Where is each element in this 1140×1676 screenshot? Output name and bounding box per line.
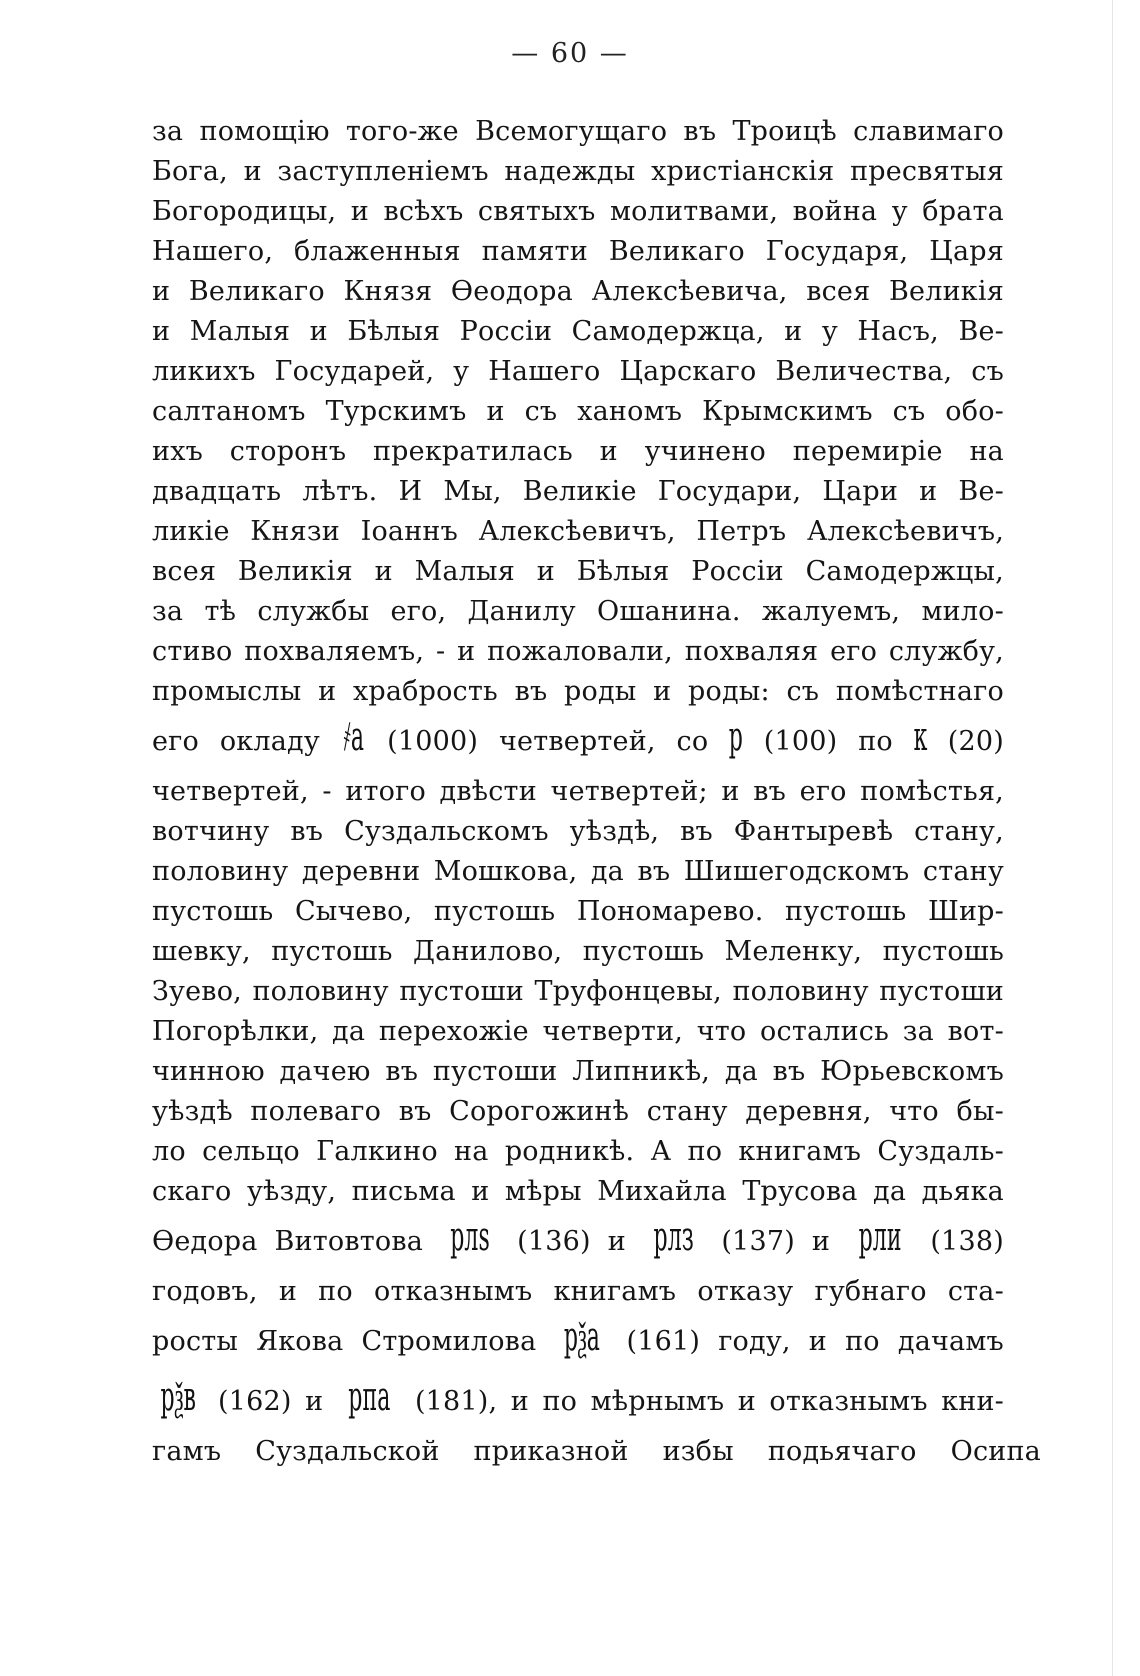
text-line (152, 352, 1004, 392)
word: отказнымъ (373, 1276, 533, 1307)
word: сельцо (202, 1136, 300, 1167)
word: по (542, 1386, 578, 1417)
word: помощію (199, 116, 330, 147)
word: четвертей; (550, 776, 708, 807)
word: мило- (921, 596, 1004, 627)
word: въ (290, 816, 324, 847)
word: (136) (517, 1226, 591, 1257)
text-line (152, 552, 1004, 592)
word: по (687, 1136, 723, 1167)
cyrillic-numeral: к (913, 714, 928, 760)
word: росты (152, 1326, 239, 1357)
word: помѣстья, (860, 776, 1004, 807)
word: чинною (152, 1056, 265, 1087)
word: А (650, 1136, 672, 1167)
word: славимаго (853, 116, 1004, 147)
word: Пономарево. (576, 896, 764, 927)
word: пустошь (582, 936, 705, 967)
word: съ (786, 676, 820, 707)
word: (138) (930, 1226, 1004, 1257)
word: по (858, 726, 893, 757)
word: и (811, 1226, 831, 1257)
word: Величества, (775, 356, 953, 387)
word: и (721, 776, 740, 807)
word: и (457, 636, 476, 667)
word: Данилу (467, 596, 576, 627)
word: роды: (688, 676, 770, 707)
cyrillic-numeral: ҂а (343, 714, 364, 760)
word: промыслы (152, 676, 302, 707)
word: Алексѣевичъ, (806, 516, 1004, 547)
word: въ (385, 1056, 419, 1087)
cyrillic-numeral: рли (858, 1214, 902, 1260)
word: Мы, (443, 476, 502, 507)
word: по (318, 1276, 353, 1307)
word: да (873, 1176, 907, 1207)
word: блаженныя (294, 236, 461, 267)
word: что (889, 1096, 939, 1127)
word: обо- (945, 396, 1004, 427)
word: кни- (941, 1386, 1004, 1417)
word: и (318, 676, 337, 707)
text-line (152, 1272, 1004, 1312)
word: и (653, 676, 672, 707)
word: - (322, 776, 332, 807)
word: (100) (763, 726, 838, 757)
word: Суздальской (255, 1436, 440, 1467)
word: и (607, 1226, 626, 1257)
word: скаго (152, 1176, 232, 1207)
body-text (152, 112, 1041, 1472)
word: и (278, 1276, 298, 1307)
text-line (152, 1372, 1004, 1432)
word: половину (252, 976, 389, 1007)
word: родникѣ. (504, 1136, 635, 1167)
text-line (152, 312, 1004, 352)
text-line (152, 1012, 1004, 1052)
word: Михайла (597, 1176, 727, 1207)
word: письма (351, 1176, 456, 1207)
word: пустоши (879, 976, 1004, 1007)
word: гамъ (152, 1436, 222, 1467)
word: отказу (697, 1276, 794, 1307)
word: всея (806, 276, 871, 307)
text-line (152, 392, 1004, 432)
word: бы- (956, 1096, 1004, 1127)
word: Нашего (488, 356, 601, 387)
word: ханомъ (577, 396, 683, 427)
word: Насъ, (857, 316, 939, 347)
text-line (152, 232, 1004, 272)
text-line (152, 272, 1004, 312)
word: Ѳеодора (450, 276, 573, 307)
word: на (969, 436, 1004, 467)
word: прекратилась (372, 436, 573, 467)
word: и (243, 156, 262, 187)
word: молитвами, (609, 196, 779, 227)
word: пресвятыя (850, 156, 1004, 187)
word: пустошь (271, 936, 393, 967)
word: и (305, 1386, 324, 1417)
word: Государя, (765, 236, 909, 267)
word: ло (152, 1136, 186, 1167)
word: Меленку, (724, 936, 863, 967)
word: въ (683, 116, 717, 147)
word: четвертей, (152, 776, 309, 807)
word: Сычево, (294, 896, 413, 927)
word: Ѳедора (152, 1226, 258, 1257)
word: и (784, 316, 803, 347)
word: (181), (414, 1386, 498, 1417)
word: (1000) (387, 726, 479, 757)
word: половину (732, 976, 869, 1007)
word: перемиріе (792, 436, 943, 467)
text-line (152, 592, 1004, 632)
word: брата (922, 196, 1004, 227)
word: и (510, 1386, 529, 1417)
word: съ (524, 396, 558, 427)
word: у (453, 356, 470, 387)
word: Якова (256, 1326, 344, 1357)
word: и (152, 316, 171, 347)
word: въ (514, 676, 548, 707)
word: да (724, 1056, 758, 1087)
text-line (152, 152, 1004, 192)
text-line (152, 772, 1004, 812)
cyrillic-numeral: рѯв (160, 1374, 197, 1420)
word: (137) (721, 1226, 795, 1257)
word: да (332, 1016, 366, 1047)
word: на (454, 1136, 489, 1167)
cyrillic-numeral: рпа (348, 1374, 391, 1420)
word: Великія (237, 556, 353, 587)
text-line (152, 432, 1004, 472)
word: въ (772, 1056, 806, 1087)
word: Данилово, (413, 936, 563, 967)
word: Князя (343, 276, 433, 307)
word: книгамъ (553, 1276, 677, 1307)
word: Турскимъ (325, 396, 467, 427)
word: у (891, 196, 908, 227)
word: службу, (888, 636, 1004, 667)
word: службы (257, 596, 370, 627)
word: въ (680, 816, 713, 847)
word: пустошь (433, 896, 556, 927)
word: Великаго (188, 276, 325, 307)
text-line (152, 1132, 1004, 1172)
word: году, (718, 1326, 791, 1357)
word: дьяка (921, 1176, 1004, 1207)
word: и (599, 436, 618, 467)
word: Трусова (742, 1176, 858, 1207)
text-line (152, 932, 1004, 972)
word: подьячаго (767, 1436, 917, 1467)
word: итого (345, 776, 426, 807)
word: избы (662, 1436, 734, 1467)
word: Цари (822, 476, 899, 507)
word: вот- (947, 1016, 1004, 1047)
word: окладу (219, 726, 320, 757)
word: пустошь (882, 936, 1004, 967)
text-line (152, 712, 1004, 772)
text-line (152, 192, 1004, 232)
word: Ве- (958, 316, 1004, 347)
word: шевку, (152, 936, 251, 967)
text-line (152, 1312, 1004, 1372)
word: съ (892, 396, 926, 427)
word: двадцать (152, 476, 282, 507)
word: Суздаль- (877, 1136, 1004, 1167)
word: помѣстнаго (835, 676, 1004, 707)
word: стану (922, 856, 1004, 887)
word: полеваго (250, 1096, 382, 1127)
word: Государи, (657, 476, 802, 507)
word: пустоши (399, 976, 525, 1007)
word: и (486, 396, 505, 427)
word: Стромилова (361, 1326, 537, 1357)
cyrillic-numeral: р (728, 714, 744, 760)
word: въ (637, 856, 671, 887)
cyrillic-numeral: рѯа (563, 1314, 600, 1360)
word: пустошь (152, 896, 274, 927)
word: Труфонцевы, (534, 976, 722, 1007)
word: (162) (218, 1386, 292, 1417)
word: Бѣлыя (576, 556, 670, 587)
word: и (309, 316, 328, 347)
word: уѣздѣ (152, 1096, 233, 1127)
word: съ (971, 356, 1004, 387)
word: Петръ (696, 516, 787, 547)
word: Мошкова, (433, 856, 578, 887)
word: Всемогущаго (475, 116, 668, 147)
word: Витовтова (274, 1226, 424, 1257)
word: половину (152, 856, 289, 887)
cyrillic-numeral: рлз (653, 1214, 694, 1260)
word: деревни (301, 856, 421, 887)
word: остались (760, 1016, 890, 1047)
word: стиво (152, 636, 233, 667)
text-line (152, 1432, 1041, 1472)
word: Сорогожинѣ (449, 1096, 630, 1127)
word: Липникѣ, (572, 1056, 711, 1087)
word: Ве- (958, 476, 1004, 507)
word: Суздальскомъ (344, 816, 549, 847)
text-line (152, 632, 1004, 672)
text-line (152, 852, 1004, 892)
word: что (696, 1016, 747, 1047)
word: въ (753, 776, 787, 807)
word: стану (646, 1096, 728, 1127)
word: и (919, 476, 938, 507)
word: уѣзду, (246, 1176, 337, 1207)
word: похваляя (684, 636, 819, 667)
word: Государей, (274, 356, 435, 387)
word: того-же (345, 116, 459, 147)
word: война (792, 196, 878, 227)
word: Богородицы, (152, 196, 337, 227)
word: Алексѣевичъ, (478, 516, 676, 547)
text-line (152, 112, 1004, 152)
word: всѣхъ (383, 196, 464, 227)
word: Алексѣевича, (591, 276, 788, 307)
word: христіанскія (651, 156, 835, 187)
text-line (152, 972, 1004, 1012)
word: салтаномъ (152, 396, 306, 427)
word: дачамъ (897, 1326, 1004, 1357)
word: - (435, 636, 446, 667)
word: за (902, 1016, 934, 1047)
word: Ошанина. (597, 596, 741, 627)
word: Царскаго (619, 356, 757, 387)
scan-edge-line (1112, 0, 1113, 1676)
word: книгамъ (738, 1136, 862, 1167)
word: его (830, 636, 878, 667)
word: по (845, 1326, 880, 1357)
word: Великія (889, 276, 1004, 307)
word: сторонъ (229, 436, 347, 467)
word: и (536, 556, 555, 587)
word: вотчину (152, 816, 270, 847)
word: роды (564, 676, 637, 707)
word: Іоаннъ (360, 516, 458, 547)
word: И (398, 476, 423, 507)
word: святыхъ (477, 196, 596, 227)
word: ликіе (152, 516, 230, 547)
word: Зуево, (152, 976, 242, 1007)
word: уѣздѣ, (569, 816, 660, 847)
word: Россіи (691, 556, 784, 587)
word: пустоши (432, 1056, 558, 1087)
word: четвертей, (498, 726, 656, 757)
word: его, (390, 596, 447, 627)
word: да (590, 856, 624, 887)
word: дачею (279, 1056, 371, 1087)
word: памяти (481, 236, 588, 267)
word: Царя (929, 236, 1004, 267)
word: надежды (504, 156, 636, 187)
text-line (152, 1172, 1004, 1212)
word: Галкино (316, 1136, 438, 1167)
word: Троицѣ (732, 116, 837, 147)
word: и (737, 1386, 756, 1417)
cyrillic-numeral: рлѕ (450, 1214, 490, 1260)
text-line (152, 812, 1004, 852)
word: всея (152, 556, 217, 587)
word: похваляемъ, (244, 636, 425, 667)
word: Князи (250, 516, 340, 547)
word: Юрьевскомъ (820, 1056, 1004, 1087)
text-line (152, 1092, 1004, 1132)
page-number: — 60 — (511, 38, 629, 69)
word: Бога, (152, 156, 228, 187)
word: Самодержца, (571, 316, 765, 347)
word: учинено (644, 436, 766, 467)
word: пустошь (785, 896, 907, 927)
word: храбрость (352, 676, 498, 707)
text-line (152, 672, 1004, 712)
word: Фантыревѣ (733, 816, 894, 847)
word: его (799, 776, 847, 807)
word: за (152, 596, 184, 627)
word: (20) (947, 726, 1004, 757)
word: Погорѣлки, (152, 1016, 319, 1047)
word: Великаго (608, 236, 745, 267)
word: въ (398, 1096, 432, 1127)
word: пожаловали, (487, 636, 673, 667)
word: жалуемъ, (761, 596, 901, 627)
word: Шишегодскомъ (683, 856, 910, 887)
word: двѣсти (439, 776, 537, 807)
word: ихъ (152, 436, 204, 467)
text-line (152, 512, 1004, 552)
word: и (350, 196, 369, 227)
word: годовъ, (152, 1276, 258, 1307)
word: и (374, 556, 393, 587)
word: Малыя (414, 556, 515, 587)
word: губнаго (814, 1276, 927, 1307)
text-line (152, 1052, 1004, 1092)
word: Крымскимъ (702, 396, 873, 427)
word: и (471, 1176, 490, 1207)
word: ликихъ (152, 356, 256, 387)
word: Осипа (950, 1436, 1041, 1467)
word: Бѣлыя (347, 316, 441, 347)
word: у (821, 316, 838, 347)
text-line (152, 892, 1004, 932)
word: Малыя (189, 316, 291, 347)
word: стану, (914, 816, 1004, 847)
word: тѣ (204, 596, 237, 627)
word: и (152, 276, 171, 307)
text-line (152, 1212, 1004, 1272)
word: деревня, (745, 1096, 872, 1127)
word: его (152, 726, 199, 757)
word: (161) (626, 1326, 701, 1357)
word: перехожіе (378, 1016, 529, 1047)
word: заступленіемъ (277, 156, 489, 187)
word: Самодержцы, (805, 556, 1004, 587)
word: четверти, (542, 1016, 684, 1047)
word: за (152, 116, 184, 147)
word: лѣтъ. (302, 476, 378, 507)
word: Россіи (459, 316, 553, 347)
word: Великіе (522, 476, 637, 507)
word: мѣрнымъ (590, 1386, 725, 1417)
word: ста- (947, 1276, 1004, 1307)
text-line (152, 472, 1004, 512)
word: мѣры (504, 1176, 582, 1207)
word: и (808, 1326, 827, 1357)
word: Нашего, (152, 236, 274, 267)
word: Шир- (927, 896, 1004, 927)
word: отказнымъ (769, 1386, 928, 1417)
word: приказной (473, 1436, 629, 1467)
word: со (676, 726, 709, 757)
